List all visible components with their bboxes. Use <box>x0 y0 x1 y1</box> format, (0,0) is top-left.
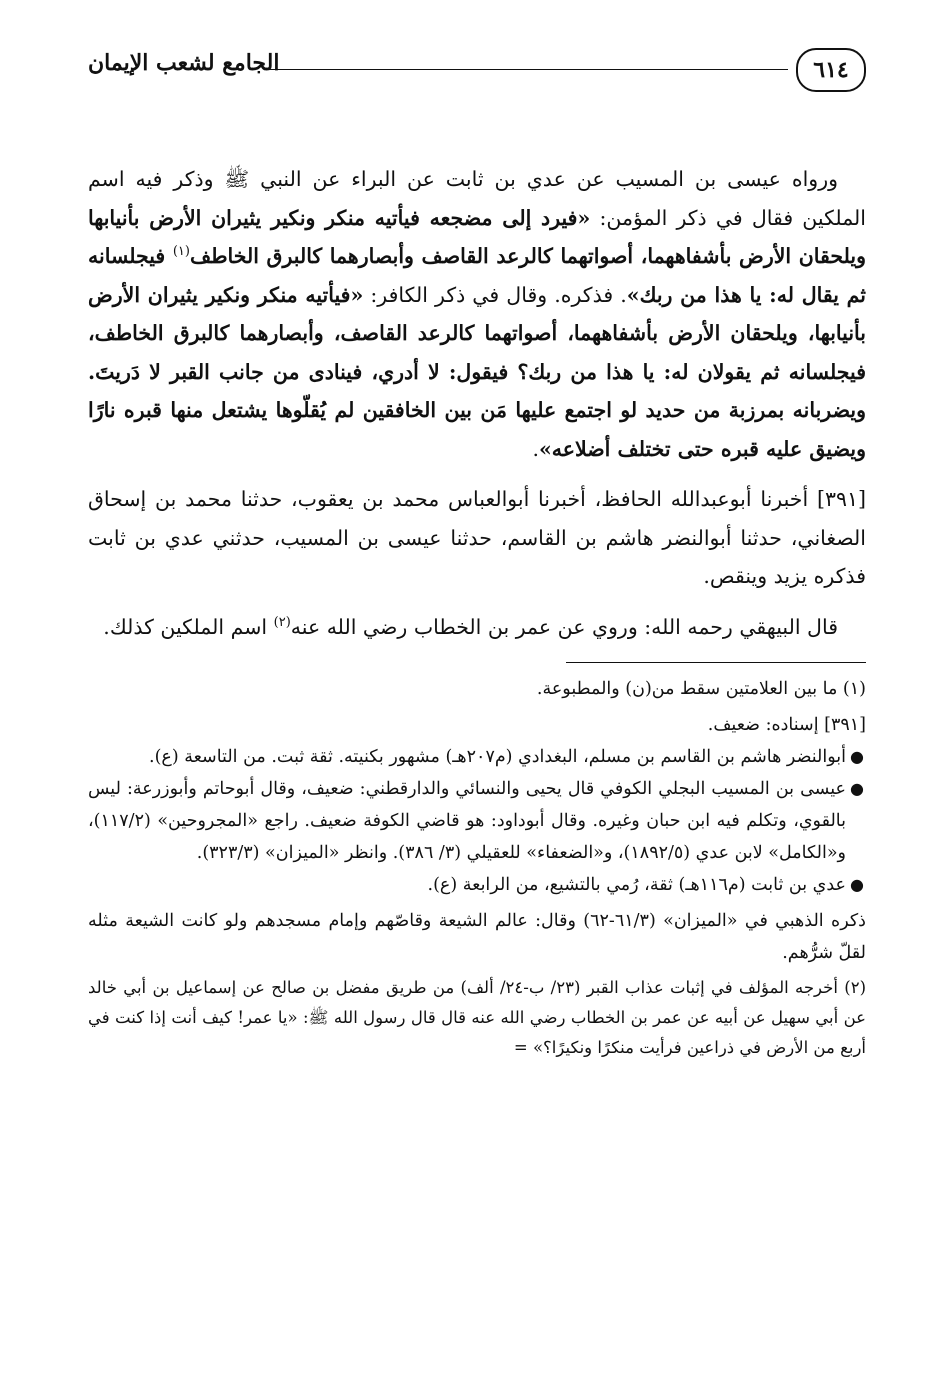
bullet-icon: ● <box>850 875 864 894</box>
bullet-icon: ● <box>850 779 864 798</box>
footnote-2: (٢) أخرجه المؤلف في إثبات عذاب القبر (٢٣/ ب-٢٤/ ألف) من طريق مفضل بن صالح عن إسماعيل بن أبي خالد عن أبي سهيل عن أبيه عن عمر بن الخطاب رضي الله عنه قال قال رسول الله ﷺ: «يا عمر! كيف أنت إذا كنت في أربع من الأرض في ذراعين فرأيت منكرًا ونكيرًا؟» = <box>88 978 866 1057</box>
text-run: قال البيهقي رحمه الله: وروي عن عمر بن الخطاب رضي الله عنه <box>290 614 838 639</box>
text-run: اسم الملكين كذلك. <box>103 614 274 639</box>
hadith-quote: «فيرد إلى مضجعه فيأتيه منكر ونكير يثيران الأرض بأنيابها ويلحقان الأرض بأشفاههما، أصواتهما كالرعد القاصف وأبصارهما كالبرق الخاطف <box>88 205 866 268</box>
narrator-text: أبوالنضر هاشم بن القاسم بن مسلم، البغدادي (م٢٠٧هـ) مشهور بكنيته. ثقة ثبت. من التاسعة (ع). <box>149 747 846 767</box>
header-rule <box>268 69 788 70</box>
hadith-quote: «فيأتيه منكر ونكير يثيران الأرض بأنيابها، ويلحقان الأرض بأشفاههما، أصواتهما كالرعد القاصف، وأبصارهما كالبرق الخاطف، فيجلسانه ثم يقولان له: يا هذا من ربك؟ فيقول: لا أدري، فينادى من جانب القبر لا دَريتَ. ويضربانه بمرزبة من حديد لو اجتمع عليها مَن بين الخافقين لم يُقلّوها يشتعل منها قبره نارًا ويضيق عليه قبره حتى تختلف أضلاعه» <box>88 282 866 461</box>
book-title: الجامع لشعب الإيمان <box>88 50 280 76</box>
narrator-text: عدي بن ثابت (م١١٦هـ) ثقة، رُمي بالتشيع، من الرابعة (ع). <box>427 875 846 895</box>
footnote-391-heading: [٣٩١] إسناده: ضعيف. <box>707 715 866 735</box>
footnote-marker: (٢) <box>273 614 291 630</box>
dhahabi-note: ذكره الذهبي في «الميزان» (٦١/٣-٦٢) وقال: عالم الشيعة وقاصّهم وإمام مسجدهم ولو كانت الشيعة مثله لقلّ شرُّهم. <box>88 911 866 963</box>
footnote-1: (١) ما بين العلامتين سقط من(ن) والمطبوعة. <box>536 679 866 699</box>
narrator-item <box>88 773 866 869</box>
page-header <box>88 42 866 102</box>
paragraph-isnad-391: [٣٩١] أخبرنا أبوعبدالله الحافظ، أخبرنا أبوالعباس محمد بن يعقوب، حدثنا محمد بن إسحاق الصغاني، حدثنا أبوالنضر هاشم بن القاسم، حدثنا عيسى بن المسيب، حدثني عدي بن ثابت فذكره يزيد وينقص. <box>88 487 866 588</box>
paragraph-riwaya <box>88 160 866 468</box>
narrator-text: عيسى بن المسيب البجلي الكوفي قال يحيى والنسائي والدارقطني: ضعيف، وقال أبوحاتم وأبوزرعة: ليس بالقوي، وتكلم فيه ابن حبان وغيره. وقال أبوداود: هو قاضي الكوفة ضعيف. راجع «المجروحين» (١١٧/٢)، و«الكامل» لابن عدي (١٨٩٢/٥)، و«الضعفاء» للعقيلي (٣/ ٣٨٦). وانظر «الميزان» (٣٢٣/٣). <box>88 779 846 863</box>
hadith-quote: فيجلسانه ثم يقال له: يا هذا من ربك» <box>88 244 866 307</box>
text-run: ورواه عيسى بن المسيب عن عدي بن ثابت عن البراء عن النبي ﷺ وذكر فيه اسم الملكين فقال في ذكر المؤمن: <box>88 167 867 230</box>
footnote-separator <box>566 662 866 663</box>
footnotes <box>88 673 866 1063</box>
footnote-marker: (١) <box>172 244 190 260</box>
text-run: . <box>532 436 539 461</box>
main-text <box>88 160 866 646</box>
book-page <box>88 42 866 1063</box>
narrator-item <box>88 869 866 901</box>
narrator-item <box>88 741 866 773</box>
text-run: . فذكره. وقال في ذكر الكافر: <box>363 282 627 307</box>
narrator-list <box>88 741 866 901</box>
paragraph-bayhaqi <box>88 608 866 647</box>
bullet-icon: ● <box>850 747 864 766</box>
page-number: ٦١٤ <box>796 48 866 92</box>
